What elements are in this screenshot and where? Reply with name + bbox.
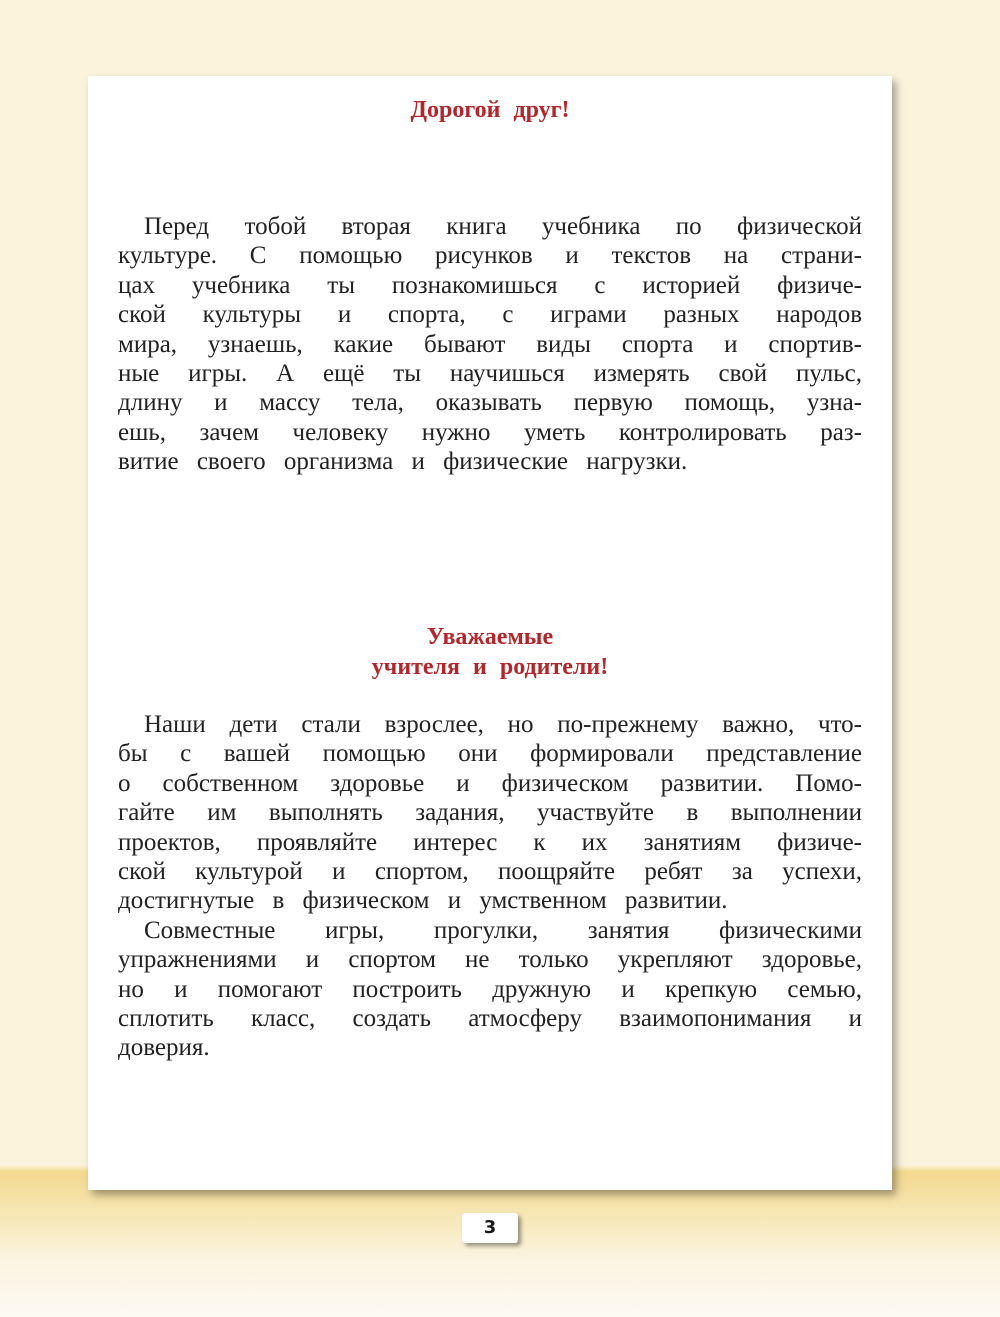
text-line: витие своего организма и физические нагрузки. xyxy=(118,448,688,476)
text-line: проектов, проявляйте интерес к их занятиям физиче- xyxy=(118,828,862,856)
text-line: ные игры. А ещё ты научишься измерять свой пульс, xyxy=(118,359,862,387)
text-line: гайте им выполнять задания, участвуйте в выполнении xyxy=(118,799,862,827)
text-line: ешь, зачем человеку нужно уметь контролировать раз- xyxy=(118,418,862,446)
book-page xyxy=(88,76,892,1190)
text-line: ской культуры и спорта, с играми разных народов xyxy=(118,301,862,329)
parents-text xyxy=(118,710,862,1063)
text-line: о собственном здоровье и физическом развитии. Помо- xyxy=(118,769,862,797)
text-line: Перед тобой вторая книга учебника по физической xyxy=(144,213,862,240)
text-line: достигнутые в физическом и умственном развитии. xyxy=(118,887,728,915)
text-line: бы с вашей помощью они формировали представление xyxy=(118,740,862,768)
text-line: мира, узнаешь, какие бывают виды спорта и спортив- xyxy=(118,330,862,358)
text-line: цах учебника ты познакомишься с историей физиче- xyxy=(118,271,862,299)
text-line: Совместные игры, прогулки, занятия физическими xyxy=(144,916,862,944)
parents-title xyxy=(88,622,892,682)
text-line: сплотить класс, создать атмосферу взаимопонимания и xyxy=(118,1004,862,1032)
text-line: но и помогают построить дружную и крепкую семью, xyxy=(118,975,862,1003)
page-number: 3 xyxy=(462,1213,518,1243)
text-line: культуре. С помощью рисунков и текстов на страни- xyxy=(118,242,862,270)
text-line: длину и массу тела, оказывать первую помощь, узна- xyxy=(118,389,862,417)
greeting-title: Дорогой друг! xyxy=(410,97,570,123)
parents-title-line: учителя и родители! xyxy=(371,654,609,680)
text-line: Наши дети стали взрослее, но по-прежнему важно, что- xyxy=(144,711,862,738)
text-line: ской культурой и спортом, поощряйте ребят за успехи, xyxy=(118,857,862,885)
greeting-paragraph xyxy=(118,212,862,477)
text-line: доверия. xyxy=(118,1034,210,1062)
parents-title-line: Уважаемые xyxy=(426,624,554,650)
text-line: упражнениями и спортом не только укрепляют здоровье, xyxy=(118,946,862,974)
